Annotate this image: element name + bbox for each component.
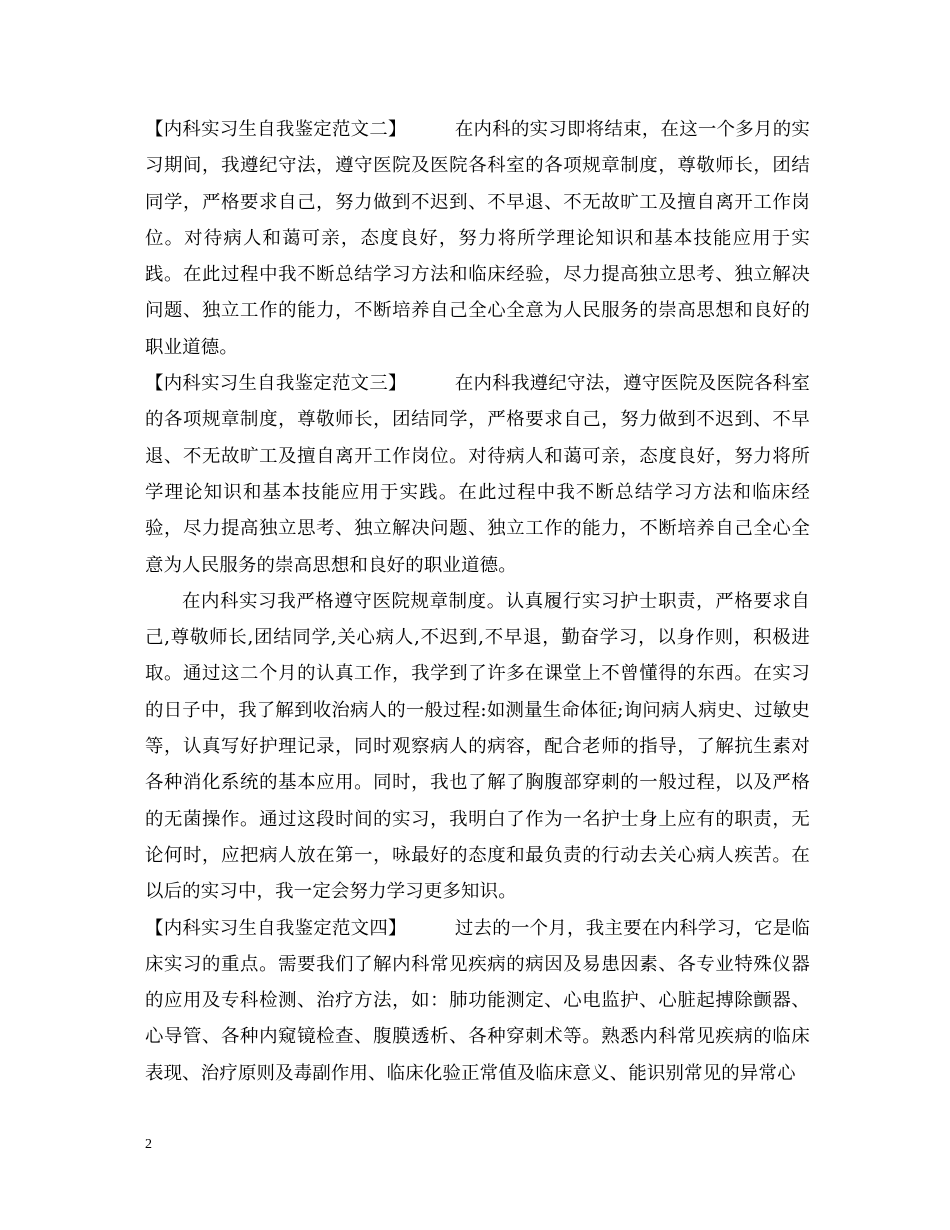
section-4-paragraph — [145, 911, 810, 1092]
section-2-title: 【内科实习生自我鉴定范文二】 — [145, 119, 407, 140]
section-3-body: 在内科我遵纪守法，遵守医院及医院各科室的各项规章制度，尊敬师长，团结同学，严格要求自己，努力做到不迟到、不早退、不无故旷工及擅自离开工作岗位。对待病人和蔼可亲，态度良好，努力将所学理论知识和基本技能应用于实践。在此过程中我不断总结学习方法和临床经验，尽力提高独立思考、独立解决问题、独立工作的能力，不断培养自己全心全意为人民服务的崇高思想和良好的职业道德。 — [145, 373, 810, 576]
section-3-paragraph — [145, 366, 810, 584]
section-2-body: 在内科的实习即将结束，在这一个多月的实习期间，我遵纪守法，遵守医院及医院各科室的各项规章制度，尊敬师长，团结同学，严格要求自己，努力做到不迟到、不早退、不无故旷工及擅自离开工作岗位。对待病人和蔼可亲，态度良好，努力将所学理论知识和基本技能应用于实践。在此过程中我不断总结学习方法和临床经验，尽力提高独立思考、独立解决问题、独立工作的能力，不断培养自己全心全意为人民服务的崇高思想和良好的职业道德。 — [145, 119, 810, 358]
section-3-continuation-paragraph — [145, 584, 810, 911]
section-2-paragraph — [145, 112, 810, 366]
section-4-body: 过去的一个月，我主要在内科学习，它是临床实习的重点。需要我们了解内科常见疾病的病因及易患因素、各专业特殊仪器的应用及专科检测、治疗方法，如：肺功能测定、心电监护、心脏起搏除颤器、心导管、各种内窥镜检查、腹膜透析、各种穿刺术等。熟悉内科常见疾病的临床表现、治疗原则及毒副作用、临床化验正常值及临床意义、能识别常见的异常心 — [145, 917, 810, 1084]
document-body — [145, 112, 810, 1092]
page-number: 2 — [145, 1137, 152, 1152]
section-3-title: 【内科实习生自我鉴定范文三】 — [145, 373, 407, 395]
section-4-title: 【内科实习生自我鉴定范文四】 — [145, 917, 407, 939]
section-3-continuation-body: 在内科实习我严格遵守医院规章制度。认真履行实习护士职责，严格要求自己,尊敬师长,团结同学,关心病人,不迟到,不早退，勤奋学习，以身作则，积极进取。通过这二个月的认真工作，我学到了许多在课堂上不曾懂得的东西。在实习的日子中，我了解到收治病人的一般过程:如测量生命体征;询问病人病史、过敏史等，认真写好护理记录，同时观察病人的病容，配合老师的指导，了解抗生素对各种消化系统的基本应用。同时，我也了解了胸腹部穿刺的一般过程，以及严格的无菌操作。通过这段时间的实习，我明白了作为一名护士身上应有的职责，无论何时，应把病人放在第一，咏最好的态度和最负责的行动去关心病人疾苦。在以后的实习中，我一定会努力学习更多知识。 — [145, 590, 810, 903]
